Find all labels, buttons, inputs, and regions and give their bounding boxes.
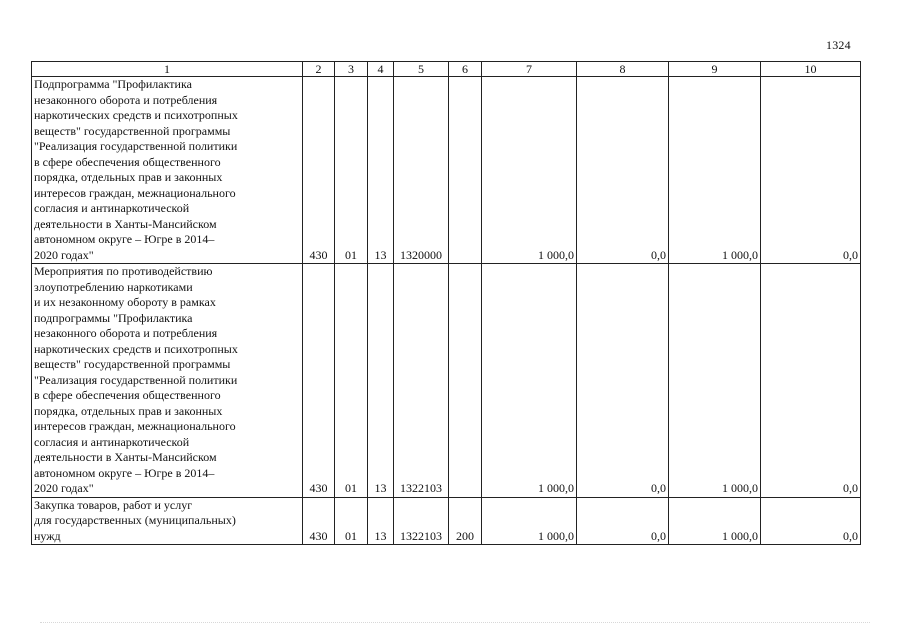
- cell-subsection: 13: [368, 77, 394, 264]
- cell-expense-type: [449, 264, 482, 498]
- scan-artifact-line: [40, 622, 870, 624]
- cell-subsection: 13: [368, 497, 394, 545]
- table-row: [32, 497, 861, 545]
- row-description: Закупка товаров, работ и услуг для государственных (муниципальных) нужд: [32, 497, 303, 545]
- cell-expense-type: 200: [449, 497, 482, 545]
- column-header-9: 9: [669, 62, 761, 77]
- column-header-3: 3: [335, 62, 368, 77]
- column-header-5: 5: [394, 62, 449, 77]
- column-header-7: 7: [482, 62, 577, 77]
- cell-amount-8: 0,0: [577, 77, 669, 264]
- cell-section: 01: [335, 77, 368, 264]
- cell-subsection: 13: [368, 264, 394, 498]
- cell-section: 01: [335, 264, 368, 498]
- cell-target-article: 1320000: [394, 77, 449, 264]
- cell-expense-type: [449, 77, 482, 264]
- cell-amount-9: 1 000,0: [669, 497, 761, 545]
- cell-amount-8: 0,0: [577, 497, 669, 545]
- cell-amount-7: 1 000,0: [482, 77, 577, 264]
- cell-amount-10: 0,0: [761, 497, 861, 545]
- column-header-4: 4: [368, 62, 394, 77]
- cell-amount-9: 1 000,0: [669, 77, 761, 264]
- column-header-2: 2: [303, 62, 335, 77]
- column-header-1: 1: [32, 62, 303, 77]
- row-description: Подпрограмма "Профилактика незаконного оборота и потребления наркотических средств и психотропных веществ" государственной программы "Реализация государственной политики в сфере обеспечения общественного порядка, отдельных прав и законных интересов граждан, межнационального согласия и антинаркотической деятельности в Ханты-Мансийском автономном округе – Югре в 2014– 2020 годах": [32, 77, 303, 264]
- cell-amount-8: 0,0: [577, 264, 669, 498]
- cell-amount-7: 1 000,0: [482, 264, 577, 498]
- table-row: [32, 77, 861, 264]
- cell-ministry-code: 430: [303, 497, 335, 545]
- table-row: [32, 264, 861, 498]
- cell-target-article: 1322103: [394, 497, 449, 545]
- table-header-row: [32, 62, 861, 77]
- cell-amount-10: 0,0: [761, 77, 861, 264]
- column-header-6: 6: [449, 62, 482, 77]
- cell-amount-10: 0,0: [761, 264, 861, 498]
- cell-section: 01: [335, 497, 368, 545]
- cell-target-article: 1322103: [394, 264, 449, 498]
- cell-ministry-code: 430: [303, 264, 335, 498]
- cell-amount-9: 1 000,0: [669, 264, 761, 498]
- budget-table: [31, 61, 861, 545]
- column-header-8: 8: [577, 62, 669, 77]
- cell-amount-7: 1 000,0: [482, 497, 577, 545]
- row-description: Мероприятия по противодействию злоупотреблению наркотиками и их незаконному обороту в рамках подпрограммы "Профилактика незаконного оборота и потребления наркотических средств и психотропных веществ" государственной программы "Реализация государственной политики в сфере обеспечения общественного порядка, отдельных прав и законных интересов граждан, межнационального согласия и антинаркотической деятельности в Ханты-Мансийском автономном округе – Югре в 2014– 2020 годах": [32, 264, 303, 498]
- page-number: 1324: [826, 38, 851, 52]
- cell-ministry-code: 430: [303, 77, 335, 264]
- column-header-10: 10: [761, 62, 861, 77]
